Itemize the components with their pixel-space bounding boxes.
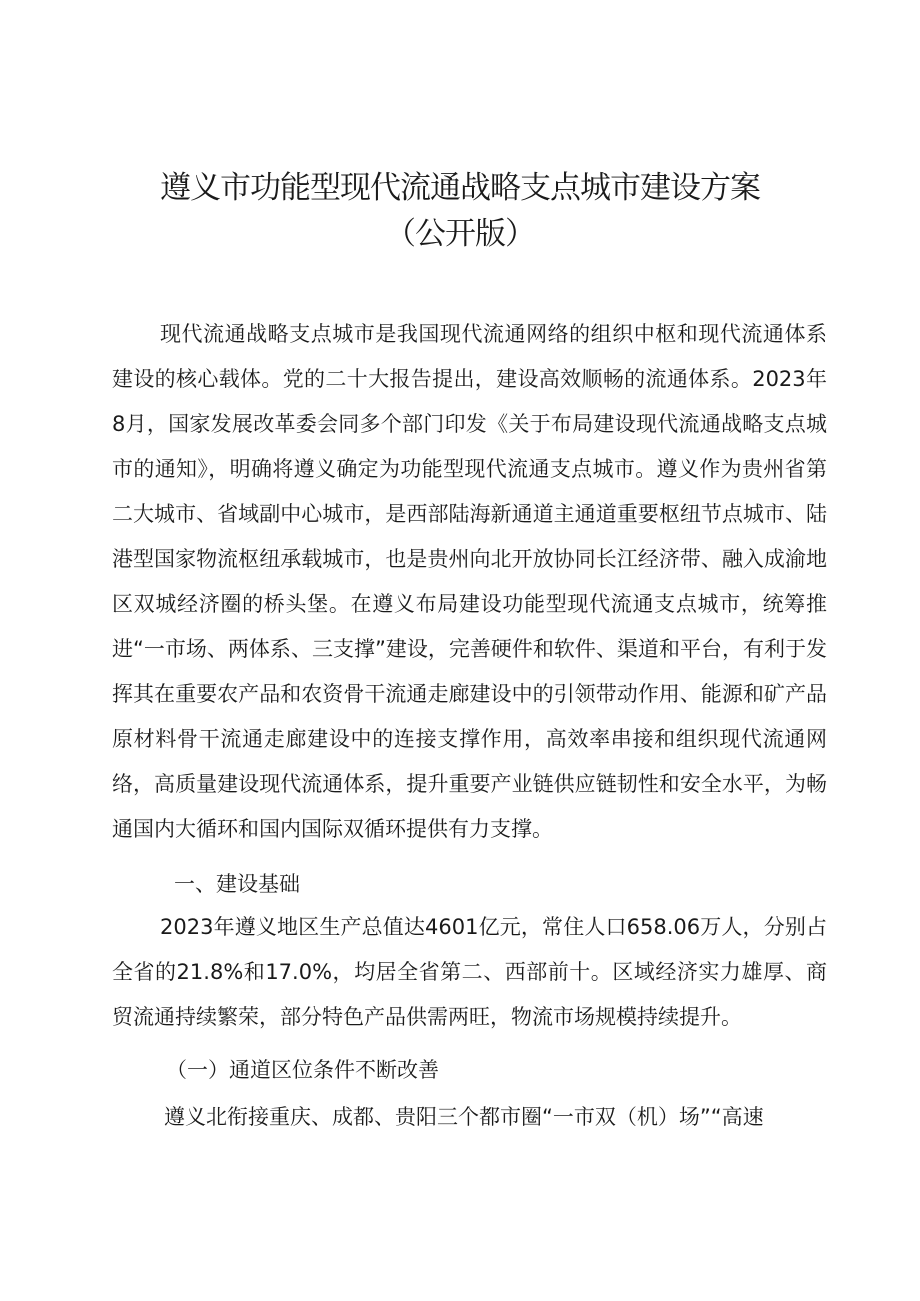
subsection-paragraph-channel-location: 遵义北衔接重庆、成都、贵阳三个都市圈“一市双（机）场”“高速 <box>164 1105 764 1129</box>
section-heading-construction-basis: 一、建设基础 <box>174 872 300 896</box>
document-subtitle: （公开版） <box>385 216 535 252</box>
document-title: 遵义市功能型现代流通战略支点城市建设方案 <box>160 170 760 206</box>
subsection-heading-channel-location: （一）通道区位条件不断改善 <box>166 1058 439 1082</box>
intro-paragraph: 现代流通战略支点城市是我国现代流通网络的组织中枢和现代流通体系建设的核心载体。党的二十大报告提出，建设高效顺畅的流通体系。2023年8月，国家发展改革委会同多个部门印发《关于布局建设现代流通战略支点城市的通知》，明确将遵义确定为功能型现代流通支点城市。遵义作为贵州省第二大城市、省域副中心城市，是西部陆海新通道主通道重要枢纽节点城市、陆港型国家物流枢纽承载城市，也是贵州向北开放协同长江经济带、融入成渝地区双城经济圈的桥头堡。在遵义布局建设功能型现代流通支点城市，统筹推进“一市场、两体系、三支撑”建设，完善硬件和软件、渠道和平台，有利于发挥其在重要农产品和农资骨干流通走廊建设中的引领带动作用、能源和矿产品原材料骨干流通走廊建设中的连接支撑作用，高效率串接和组织现代流通网络，高质量建设现代流通体系，提升重要产业链供应链韧性和安全水平，为畅通国内大循环和国内国际双循环提供有力支撑。 <box>112 322 827 841</box>
section-paragraph-construction-basis: 2023年遵义地区生产总值达4601亿元，常住人口658.06万人，分别占全省的21.8%和17.0%，均居全省第二、西部前十。区域经济实力雄厚、商贸流通持续繁荣，部分特色产品供需两旺，物流市场规模持续提升。 <box>112 915 827 1029</box>
